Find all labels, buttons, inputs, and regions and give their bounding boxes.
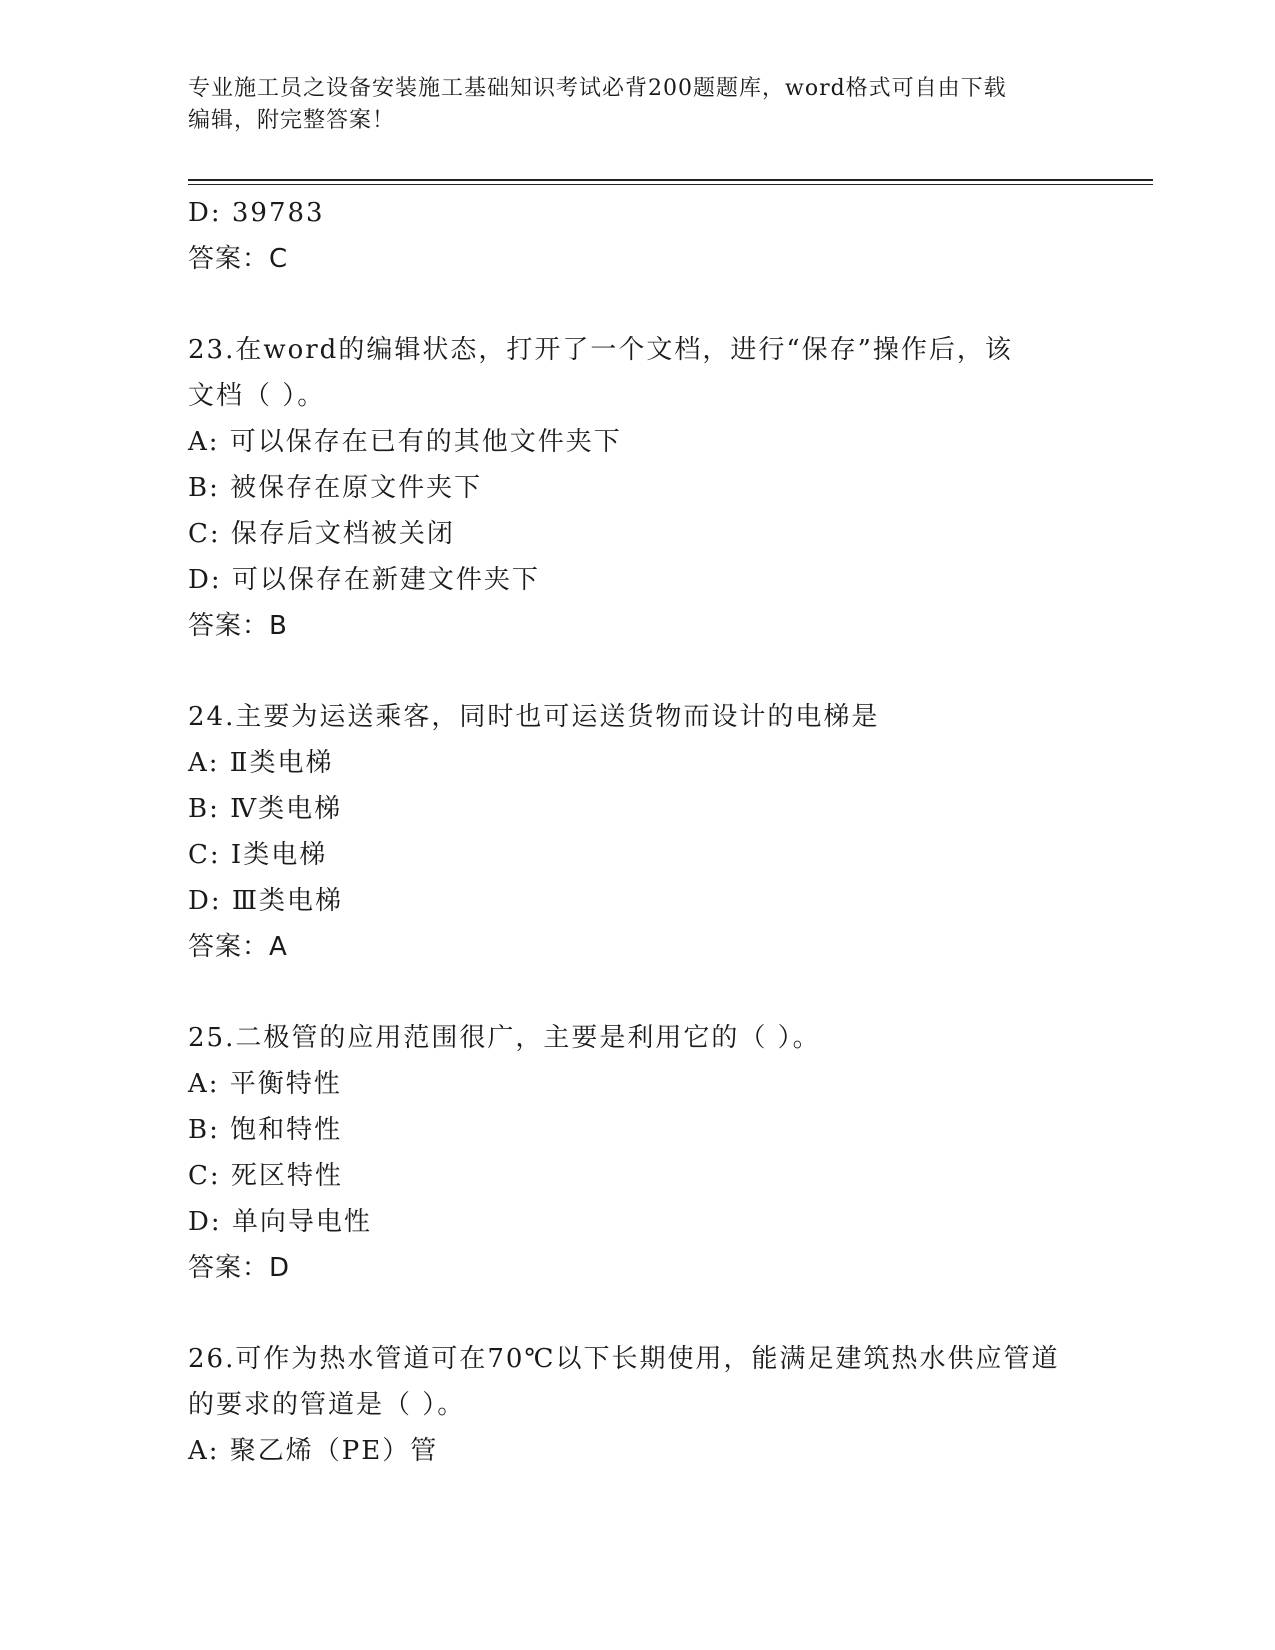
option-a: A: 平衡特性 <box>188 1069 342 1099</box>
spacer <box>188 282 1088 327</box>
answer-line: 答案：B <box>188 611 288 641</box>
option-a: A: Ⅱ类电梯 <box>188 748 334 778</box>
answer-line: 答案：C <box>188 244 289 274</box>
answer-line: 答案：A <box>188 932 288 962</box>
answer-line: 答案：D <box>188 1253 291 1283</box>
question-26 <box>188 1336 1088 1474</box>
question-text: 26.可作为热水管道可在70℃以下长期使用，能满足建筑热水供应管道 <box>188 1344 1060 1374</box>
header-divider-thick <box>188 179 1153 181</box>
option-b: B: 饱和特性 <box>188 1115 343 1145</box>
question-23 <box>188 327 1088 649</box>
question-text: 24.主要为运送乘客，同时也可运送货物而设计的电梯是 <box>188 702 880 732</box>
option-d: D: 可以保存在新建文件夹下 <box>188 565 540 595</box>
spacer <box>188 1291 1088 1336</box>
question-text: 的要求的管道是（ ）。 <box>188 1390 466 1420</box>
option-c: C: 保存后文档被关闭 <box>188 519 455 549</box>
option-c: C: 死区特性 <box>188 1161 343 1191</box>
document-body <box>188 190 1088 1474</box>
option-d: D: 39783 <box>188 198 325 228</box>
option-d: D: 单向导电性 <box>188 1207 372 1237</box>
question-25 <box>188 1015 1088 1291</box>
question-text: 23.在word的编辑状态，打开了一个文档，进行“保存”操作后，该 <box>188 335 1013 365</box>
spacer <box>188 649 1088 694</box>
spacer <box>188 970 1088 1015</box>
question-22-tail <box>188 190 1088 282</box>
option-d: D: Ⅲ类电梯 <box>188 886 343 916</box>
option-b: B: 被保存在原文件夹下 <box>188 473 483 503</box>
option-a: A: 聚乙烯（PE）管 <box>188 1436 439 1466</box>
question-text: 25.二极管的应用范围很广，主要是利用它的（ ）。 <box>188 1023 821 1053</box>
header-line-2: 编辑，附完整答案！ <box>188 108 396 133</box>
question-text: 文档（ ）。 <box>188 381 326 411</box>
option-a: A: 可以保存在已有的其他文件夹下 <box>188 427 622 457</box>
header-line-1: 专业施工员之设备安装施工基础知识考试必背200题题库，word格式可自由下载 <box>188 76 1007 101</box>
header-divider-thin <box>188 184 1153 185</box>
question-24 <box>188 694 1088 970</box>
option-c: C: Ⅰ类电梯 <box>188 840 328 870</box>
option-b: B: Ⅳ类电梯 <box>188 794 343 824</box>
document-header <box>188 73 1088 137</box>
